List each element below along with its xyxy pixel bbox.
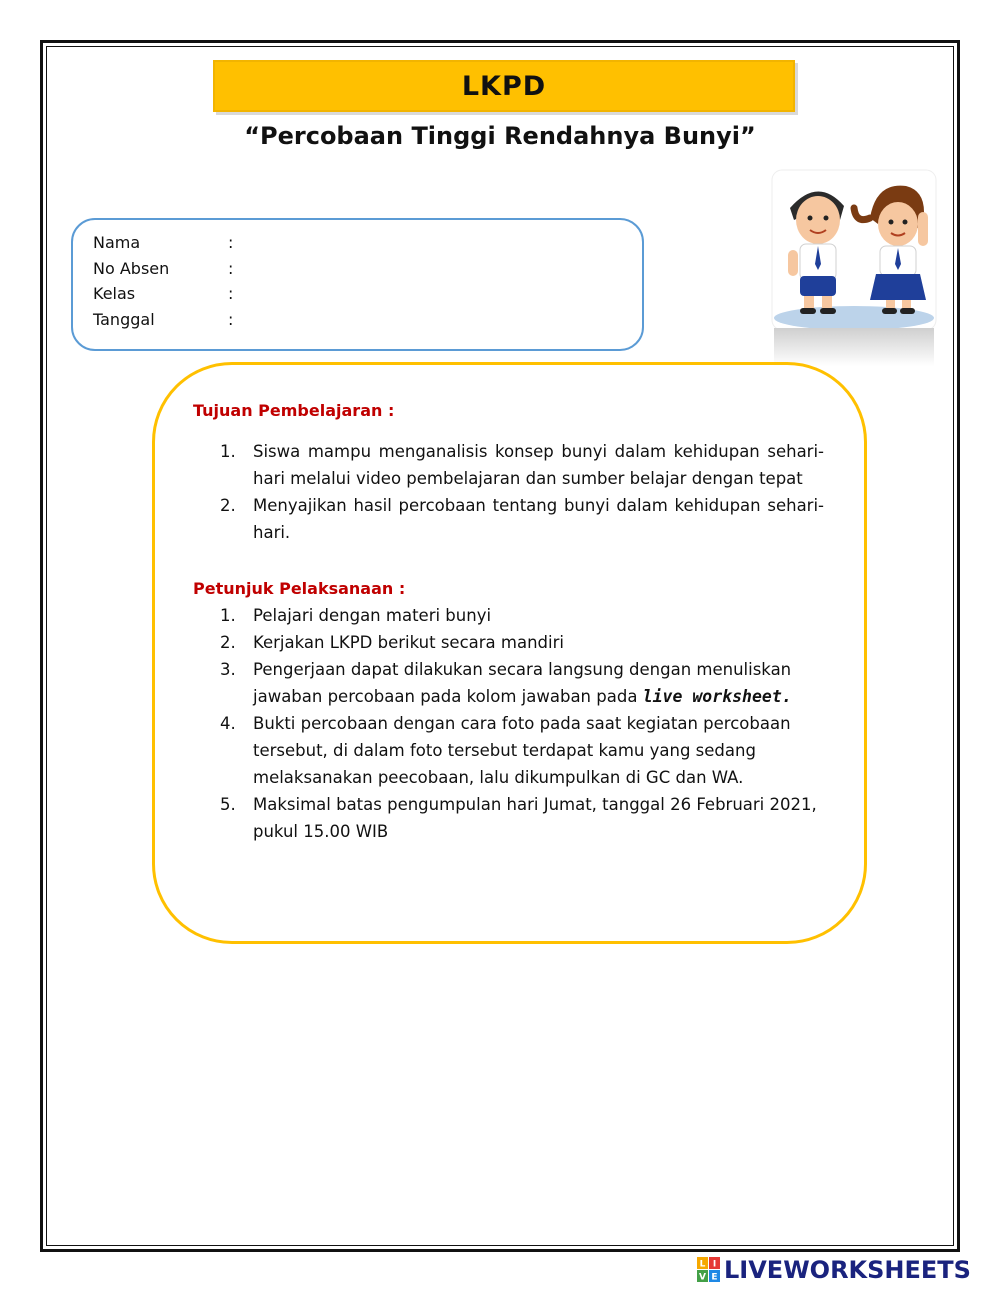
- title-banner: [213, 60, 795, 112]
- logo-letter: V: [699, 1272, 706, 1283]
- list-text: Pengerjaan dapat dilakukan secara langsung dengan menuliskan jawaban percobaan pada kolom jawaban pada: [253, 660, 792, 706]
- liveworksheets-logo: [697, 1256, 971, 1284]
- identity-row-no-absen: [93, 259, 233, 278]
- list-item: [220, 492, 824, 546]
- instructions-heading: Petunjuk Pelaksanaan :: [193, 579, 406, 598]
- objectives-heading: Tujuan Pembelajaran :: [193, 401, 395, 420]
- identity-colon: :: [228, 310, 234, 329]
- list-text: Bukti percobaan dengan cara foto pada saat kegiatan percobaan tersebut, di dalam foto tersebut terdapat kamu yang sedang melaksanakan peecobaan, lalu dikumpulkan di GC dan WA.: [253, 714, 791, 787]
- worksheet-subtitle: “Percobaan Tinggi Rendahnya Bunyi”: [244, 122, 756, 150]
- identity-label: Nama: [93, 233, 141, 252]
- logo-letter: L: [699, 1259, 706, 1270]
- list-number: 3.: [220, 660, 236, 679]
- identity-label: Kelas: [93, 284, 136, 303]
- brand-name: LIVEWORKSHEETS: [724, 1256, 971, 1284]
- list-text: Kerjakan LKPD berikut secara mandiri: [253, 633, 564, 652]
- list-number: 1.: [220, 606, 236, 625]
- list-item: [220, 710, 824, 791]
- identity-box: [71, 218, 644, 351]
- list-item: [220, 656, 824, 710]
- students-illustration: [770, 168, 938, 368]
- identity-label: Tanggal: [93, 310, 155, 329]
- list-text: Pelajari dengan materi bunyi: [253, 606, 492, 625]
- identity-colon: :: [228, 284, 234, 303]
- identity-row-tanggal: [93, 310, 233, 329]
- list-text: Siswa mampu menganalisis konsep bunyi dalam kehidupan sehari-hari melalui video pembelajaran dan sumber belajar dengan tepat: [253, 442, 824, 488]
- page-title: LKPD: [461, 70, 547, 102]
- list-item: [220, 438, 824, 492]
- list-number: 5.: [220, 795, 236, 814]
- objectives-list: [220, 438, 824, 546]
- instructions-list: [220, 602, 824, 845]
- identity-row-kelas: [93, 284, 233, 303]
- identity-row-nama: [93, 233, 233, 252]
- list-number: 2.: [220, 496, 236, 515]
- list-item: [220, 791, 824, 845]
- list-number: 4.: [220, 714, 236, 733]
- logo-letter: I: [712, 1259, 717, 1270]
- logo-letter: E: [711, 1272, 718, 1283]
- live-worksheet-emphasis: live worksheet.: [642, 687, 792, 706]
- list-text: Menyajikan hasil percobaan tentang bunyi dalam kehidupan sehari-hari.: [253, 496, 824, 542]
- list-text: Maksimal batas pengumpulan hari Jumat, tanggal 26 Februari 2021, pukul 15.00 WIB: [253, 795, 817, 841]
- list-item: [220, 602, 824, 629]
- list-number: 1.: [220, 442, 236, 461]
- identity-colon: :: [228, 233, 234, 252]
- liveworksheets-logo-icon: [697, 1257, 721, 1283]
- identity-colon: :: [228, 259, 234, 278]
- identity-label: No Absen: [93, 259, 170, 278]
- list-number: 2.: [220, 633, 236, 652]
- list-item: [220, 629, 824, 656]
